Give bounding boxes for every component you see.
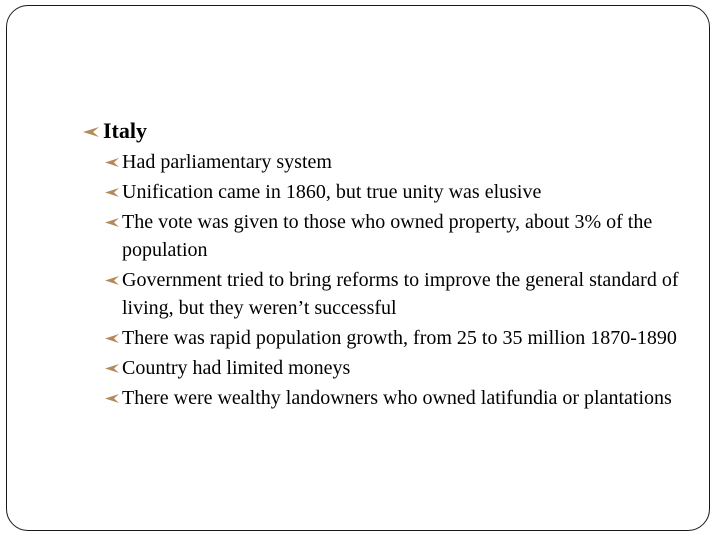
list-item-text: Unification came in 1860, but true unity was elusive [122,181,542,203]
list-item [104,148,704,176]
list-item-text: There were wealthy landowners who owned latifundia or plantations [122,387,672,409]
list-item-text: Country had limited moneys [122,357,351,379]
list-item [104,208,704,264]
list-item-text: The vote was given to those who owned property, about 3% of the population [122,211,653,261]
wedge-bullet-icon [104,393,121,404]
list-item-text: Had parliamentary system [122,151,332,173]
wedge-bullet-icon [104,187,121,198]
list-item [104,324,704,352]
list-item [104,384,704,412]
heading-text: Italy [103,118,147,143]
list-item-text: There was rapid population growth, from 25 to 35 million 1870-1890 [122,327,677,349]
list-item [104,354,704,382]
wedge-bullet-icon [104,333,121,344]
wedge-bullet-icon [104,217,121,228]
list-item [104,178,704,206]
list-item-text: Government tried to bring reforms to improve the general standard of living, but they weren’t successful [122,269,679,319]
list-item [104,266,704,322]
bullet-list [104,148,704,414]
slide-heading [82,117,147,145]
wedge-bullet-icon [104,157,121,168]
wedge-bullet-icon [82,126,101,138]
wedge-bullet-icon [104,363,121,374]
wedge-bullet-icon [104,275,121,286]
